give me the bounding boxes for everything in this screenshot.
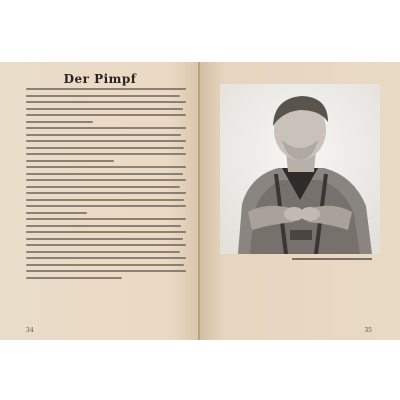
paragraph [26,166,186,214]
photo-caption [292,258,372,260]
paragraph [26,218,186,279]
book-spread [0,62,400,340]
chapter-heading: Der Pimpf [63,72,137,86]
paragraph [26,88,186,123]
left-page [0,62,200,340]
body-text [26,88,186,324]
page-number: 35 [364,327,372,334]
page-number: 34 [26,327,34,334]
right-page [200,62,400,340]
boy-photograph [220,84,380,254]
paragraph [26,127,186,162]
